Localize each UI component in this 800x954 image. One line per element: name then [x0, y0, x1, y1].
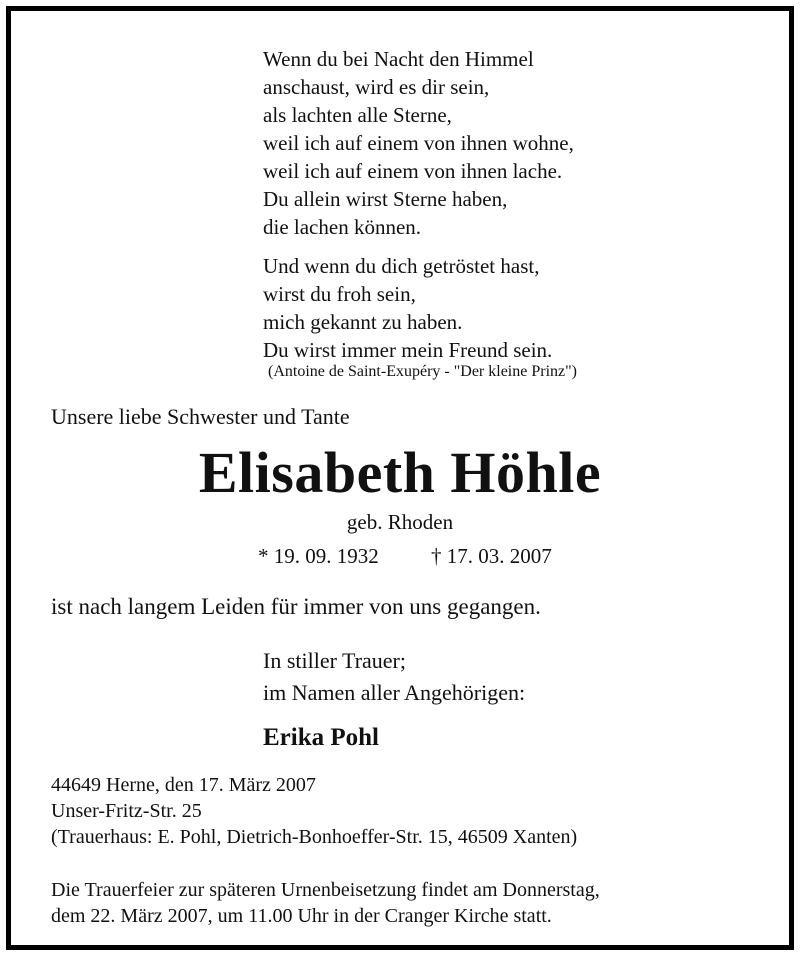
passing-text: ist nach langem Leiden für immer von uns gegangen.	[51, 594, 541, 619]
poem-line: Du allein wirst Sterne haben,	[263, 187, 508, 211]
signer-name: Erika Pohl	[263, 724, 379, 751]
poem-stanza-2	[263, 252, 552, 364]
address-line-place-date: 44649 Herne, den 17. März 2007	[51, 774, 316, 796]
mourning-line-1: In stiller Trauer;	[263, 648, 406, 673]
mourning-lines	[263, 645, 525, 709]
poem-line: weil ich auf einem von ihnen lache.	[263, 159, 563, 183]
obituary-notice	[6, 6, 794, 950]
poem-stanza-1	[263, 45, 574, 241]
address-block	[51, 772, 577, 850]
poem-line: mich gekannt zu haben.	[263, 310, 463, 334]
poem-line: die lachen können.	[263, 215, 422, 239]
poem-line: Du wirst immer mein Freund sein.	[263, 338, 553, 362]
intro-text: Unsere liebe Schwester und Tante	[51, 404, 350, 429]
poem-line: als lachten alle Sterne,	[263, 103, 452, 127]
address-line-street: Unser-Fritz-Str. 25	[51, 800, 202, 822]
poem-line: anschaust, wird es dir sein,	[263, 75, 490, 99]
poem-line: wirst du froh sein,	[263, 282, 416, 306]
funeral-info	[51, 877, 600, 929]
funeral-line-2: dem 22. März 2007, um 11.00 Uhr in der Cranger Kirche statt.	[51, 905, 552, 927]
deceased-name: Elisabeth Höhle	[198, 440, 602, 505]
death-date: † 17. 03. 2007	[431, 544, 552, 568]
birth-date: * 19. 09. 1932	[258, 544, 379, 568]
poem-source: (Antoine de Saint-Exupéry - "Der kleine Prinz")	[268, 363, 577, 380]
birth-name: geb. Rhoden	[346, 510, 454, 534]
funeral-line-1: Die Trauerfeier zur späteren Urnenbeisetzung findet am Donnerstag,	[51, 879, 600, 901]
poem-line: Und wenn du dich getröstet hast,	[263, 254, 540, 278]
mourning-line-2: im Namen aller Angehörigen:	[263, 680, 526, 705]
poem-line: weil ich auf einem von ihnen wohne,	[263, 131, 574, 155]
poem-line: Wenn du bei Nacht den Himmel	[263, 47, 534, 71]
address-line-mourning-house: (Trauerhaus: E. Pohl, Dietrich-Bonhoeffer-Str. 15, 46509 Xanten)	[51, 826, 578, 848]
